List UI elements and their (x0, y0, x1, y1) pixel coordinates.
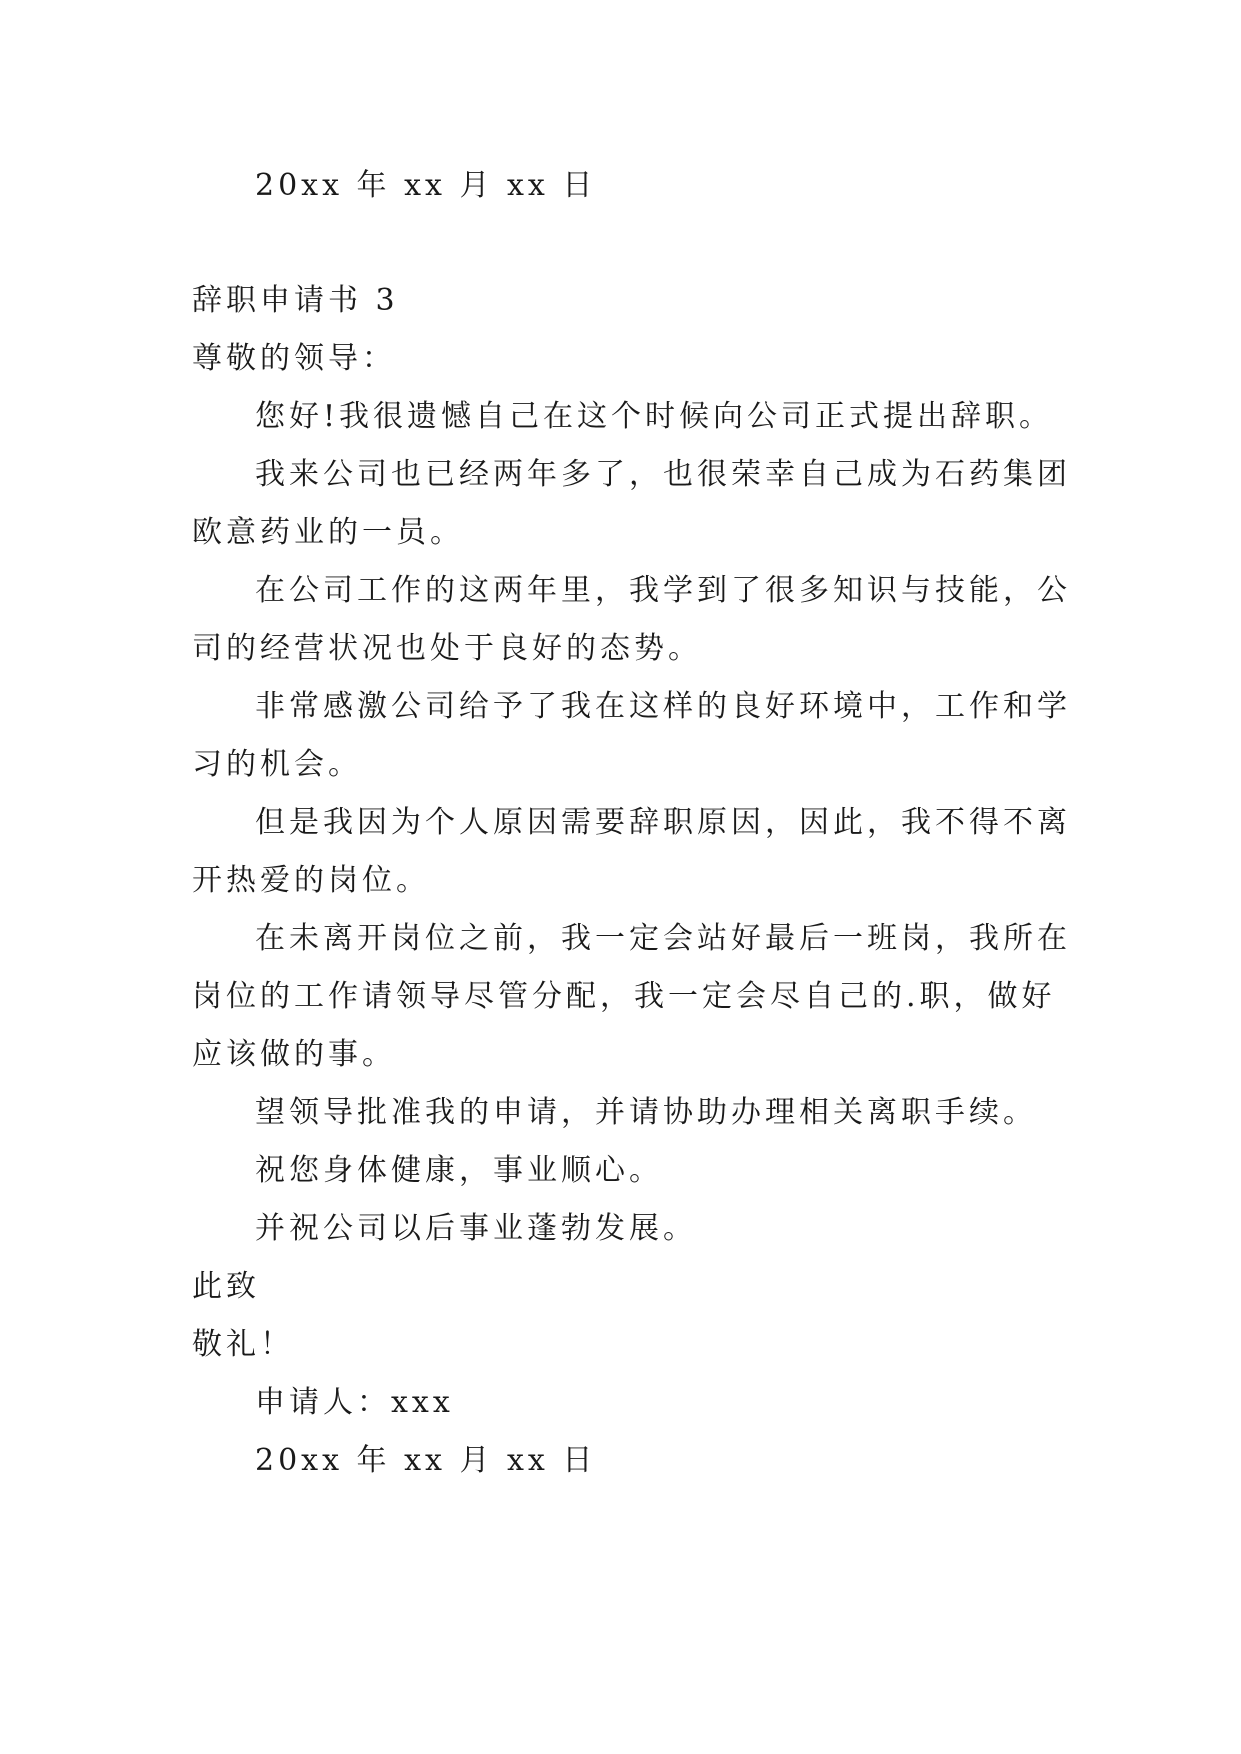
body-line: 在未离开岗位之前，我一定会站好最后一班岗，我所在 (255, 921, 1071, 956)
body-line: 非常感激公司给予了我在这样的良好环境中，工作和学 (255, 689, 1071, 724)
body-line: 在公司工作的这两年里，我学到了很多知识与技能，公 (255, 573, 1071, 608)
body-line: 并祝公司以后事业蓬勃发展。 (255, 1211, 697, 1246)
body-line: 我来公司也已经两年多了，也很荣幸自己成为石药集团 (255, 457, 1071, 492)
document-title: 辞职申请书 3 (192, 283, 399, 318)
body-line: 欧意药业的一员。 (192, 515, 464, 550)
body-line: 您好!我很遗憾自己在这个时候向公司正式提出辞职。 (255, 399, 1054, 434)
body-line: 习的机会。 (192, 747, 362, 782)
top-date-line: 20xx 年 xx 月 xx 日 (255, 168, 597, 203)
body-line: 望领导批准我的申请，并请协助办理相关离职手续。 (255, 1095, 1037, 1130)
body-line: 司的经营状况也处于良好的态势。 (192, 631, 702, 666)
body-line: 祝您身体健康，事业顺心。 (255, 1153, 663, 1188)
closing-regards: 敬礼！ (192, 1327, 294, 1362)
closing-line: 此致 (192, 1269, 260, 1304)
body-line: 但是我因为个人原因需要辞职原因，因此，我不得不离 (255, 805, 1071, 840)
body-line: 应该做的事。 (192, 1037, 396, 1072)
salutation: 尊敬的领导： (192, 341, 396, 376)
applicant-line: 申请人：xxx (255, 1385, 454, 1420)
bottom-date-line: 20xx 年 xx 月 xx 日 (255, 1443, 597, 1478)
body-line: 开热爱的岗位。 (192, 863, 430, 898)
body-line: 岗位的工作请领导尽管分配，我一定会尽自己的.职，做好 (192, 979, 1056, 1014)
